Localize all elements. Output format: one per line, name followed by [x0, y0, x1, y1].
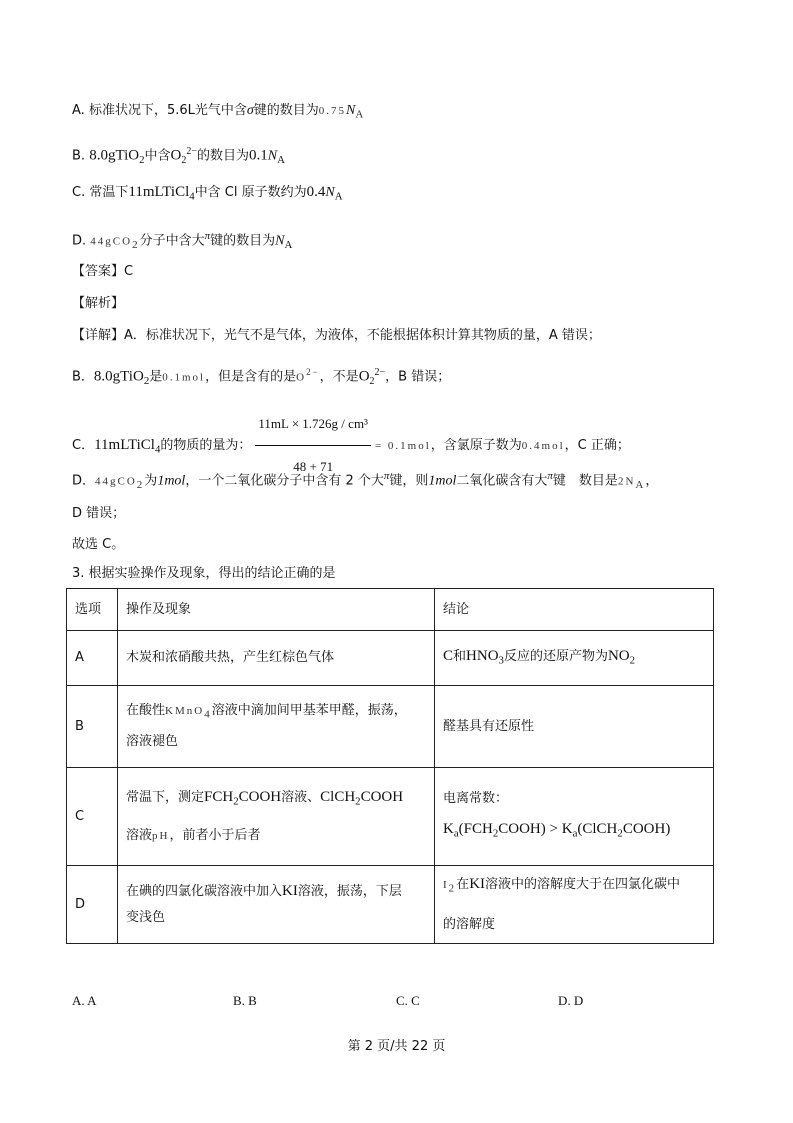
- header-option: 选项: [67, 589, 118, 631]
- detail-d: D．44gCO$_2$为1mol，一个二氧化碳分子中含有 2 个大$^\pi$键，则1mol二氧化碳含有大$^\pi$键 数目是$2N_A$，: [72, 470, 659, 491]
- option-a: A. 标准状况下，5.6L光气中含σ键的数目为$0.75N_A$: [72, 103, 366, 121]
- table-row: A 木炭和浓硝酸共热，产生红棕色气体 C和$HNO_3$反应的还原产物为$NO_2$: [67, 631, 714, 686]
- table-row: B 在酸性KMnO$_4$溶液中滴加间甲基苯甲醛，振荡， 溶液褪色 醛基具有还原性: [67, 686, 714, 768]
- answer-line: [72, 262, 133, 282]
- analysis-label: 【解析】: [72, 296, 125, 311]
- table-row: D 在碘的四氯化碳溶液中加入KI溶液，振荡，下层 变浅色 $I_2$在KI溶液中的溶解度大于在四氯化碳中 的溶解度: [67, 866, 714, 944]
- option-b: B. 8.0gTiO$_2$中含$O_2^{2-}$的数目为$0.1N_A$: [72, 146, 285, 166]
- sigma-symbol: σ: [246, 103, 254, 118]
- choice-b: B. B: [233, 993, 257, 1008]
- option-d: D. 44gCO$_2$分子中含大$^\pi$键的数目为$N_A$: [72, 230, 293, 251]
- option-c: C. 常温下11mLTiCl$_4$中含 Cl 原子数约为$0.4N_A$: [72, 184, 343, 203]
- pi-symbol: π: [204, 230, 211, 242]
- detail-a: 【详解】A．标准状况下，光气不是气体，为液体，不能根据体积计算其物质的量，A 错误；: [72, 328, 601, 343]
- detail-d-cont: D 错误；: [72, 506, 126, 521]
- table-row: C 常温下，测定$FCH_2COOH$溶液、ClCH$_2$COOH 溶液pH，前者小于后者 电离常数： $K_a(FCH_2COOH)$ > $K_a(ClCH_2COOH)$: [67, 768, 714, 866]
- fraction: $\frac{\text{11mL × 1.726g / cm³}}{48 + 71}$: [255, 404, 371, 487]
- q3-stem: 3. 根据实验操作及现象，得出的结论正确的是: [72, 566, 336, 581]
- page-footer: 第 2 页/共 22 页: [347, 1039, 446, 1054]
- table-header-row: [67, 589, 714, 631]
- choice-d: D. D: [558, 993, 584, 1008]
- choice-c: C. C: [396, 993, 420, 1008]
- choice-a: A. A: [72, 993, 97, 1008]
- experiment-table: [66, 588, 714, 944]
- detail-c: C．11mLTiCl$_4$的物质的量为： $\frac{\text{11mL × 1.726g / cm³}}{48 + 71}$ = 0.1mol，含氯原子数为0.4mol，C 正确；: [72, 404, 630, 487]
- answer-label: 【答案】: [72, 264, 125, 279]
- detail-b: B．8.0gTiO$_2$是0.1mol，但是含有的是$O^{2-}$，不是$O_2^{2-}$，B 错误；: [72, 367, 451, 387]
- header-conclusion: 结论: [435, 589, 714, 631]
- answer-value: C: [124, 264, 134, 279]
- conclusion: 故选 C。: [72, 537, 125, 552]
- header-operation: 操作及现象: [118, 589, 435, 631]
